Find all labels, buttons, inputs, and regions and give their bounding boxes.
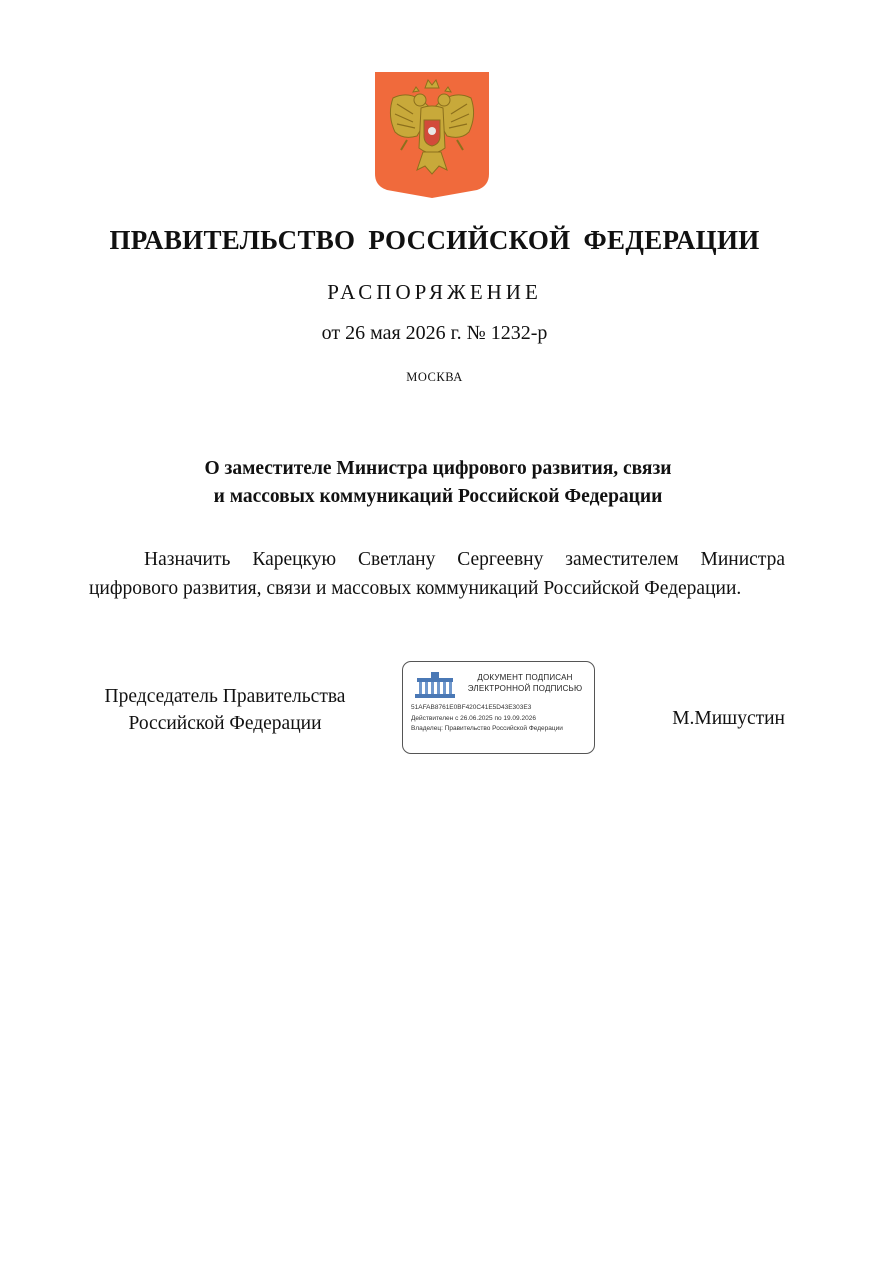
stamp-heading-line-1: ДОКУМЕНТ ПОДПИСАН bbox=[477, 673, 573, 682]
signer-name: М.Мишустин bbox=[672, 708, 785, 729]
certificate-validity: Действителен с 26.06.2025 по 19.09.2026 bbox=[411, 715, 536, 722]
signer-position bbox=[75, 683, 375, 737]
government-title: ПРАВИТЕЛЬСТВО РОССИЙСКОЙ ФЕДЕРАЦИИ bbox=[109, 225, 760, 255]
document-type: РАСПОРЯЖЕНИЕ bbox=[327, 280, 542, 304]
document-date-number: от 26 мая 2026 г. № 1232-р bbox=[321, 322, 548, 344]
order-text: Назначить Карецкую Светлану Сергеевну заместителем Министра цифрового развития, связи и массовых коммуникаций Российской Федерации. bbox=[89, 549, 785, 599]
subject-line-2: и массовых коммуникаций Российской Федерации bbox=[213, 486, 663, 507]
certificate-serial: 51AFAB8761E0BF420C41E5D43E303E3 bbox=[411, 704, 532, 711]
stamp-heading-line-2: ЭЛЕКТРОННОЙ ПОДПИСЬЮ bbox=[467, 684, 583, 693]
city: МОСКВА bbox=[406, 370, 463, 384]
stamp-heading bbox=[457, 672, 593, 694]
signer-position-line-1: Председатель Правительства bbox=[104, 686, 346, 707]
subject-line-1: О заместителе Министра цифрового развития, связи bbox=[204, 458, 672, 479]
document-subject bbox=[80, 455, 796, 511]
signer-position-line-2: Российской Федерации bbox=[128, 713, 322, 734]
electronic-signature-stamp bbox=[402, 661, 595, 754]
certificate-owner: Владелец: Правительство Российской Федерации bbox=[411, 725, 563, 732]
russian-coat-of-arms-icon bbox=[373, 70, 491, 200]
government-building-icon bbox=[413, 670, 457, 700]
